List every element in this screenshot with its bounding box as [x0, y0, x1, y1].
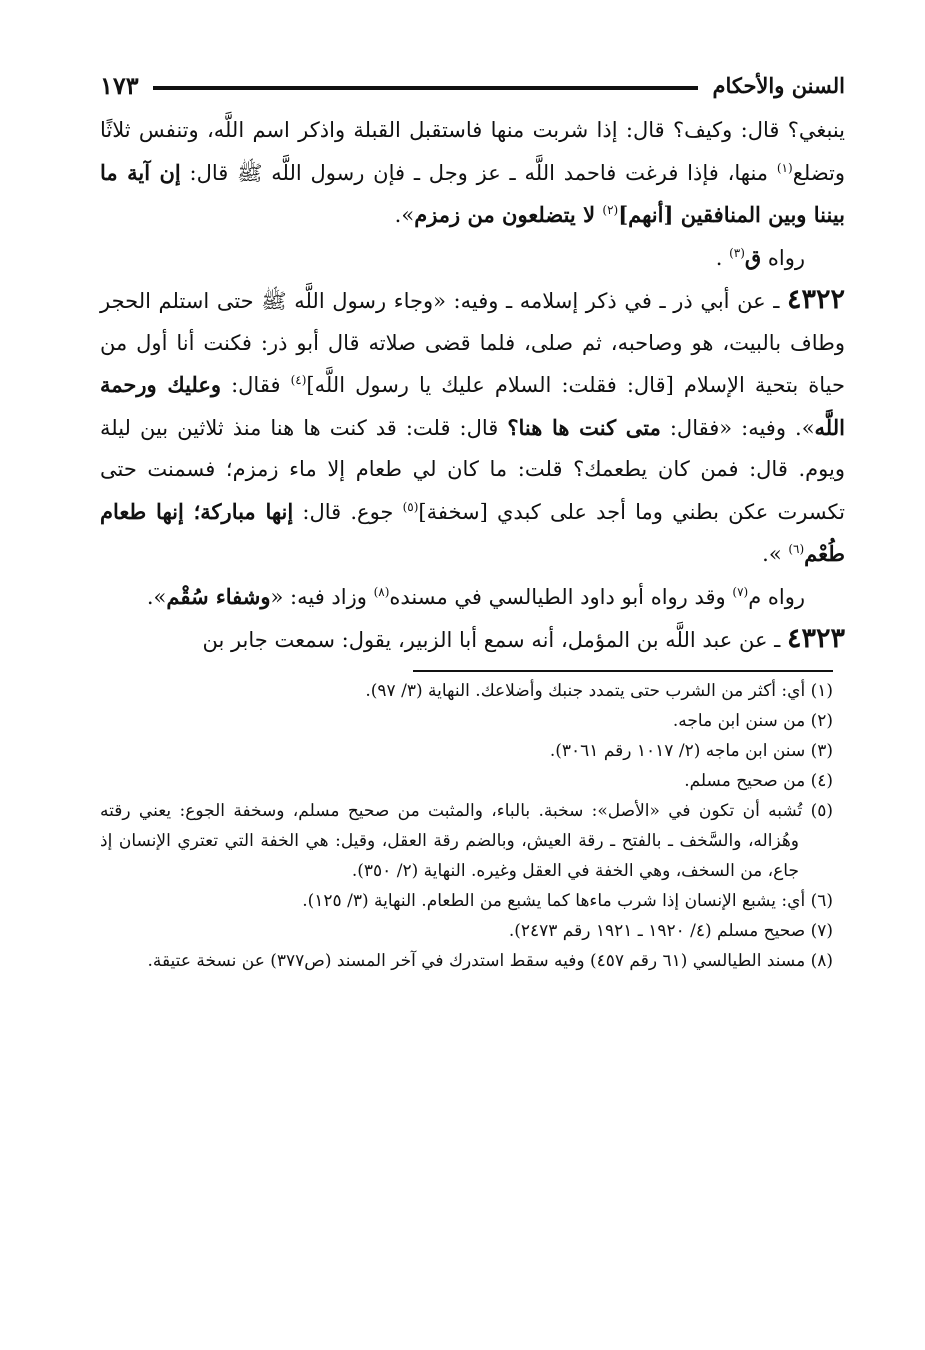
hadith-number: ٤٣٢٢	[786, 284, 845, 315]
footnote-ref: (٦)	[788, 542, 805, 556]
footnote: (٧) صحيح مسلم (٤/ ١٩٢٠ ـ ١٩٢١ رقم ٢٤٧٣).	[508, 920, 833, 941]
footnote: (٦) أي: يشبع الإنسان إذا شرب ماءها كما يشبع من الطعام. النهاية (٣/ ١٢٥).	[302, 890, 833, 911]
hadith-4323: ٤٣٢٣ ـ عن عبد اللَّه بن المؤمل، أنه سمع أبا الزبير، يقول: سمعت جابر بن	[202, 623, 845, 654]
footnote-ref: (٨)	[373, 584, 390, 599]
footnote-ref: (٥)	[402, 499, 419, 514]
footnote: (٨) مسند الطيالسي (٦١ رقم ٤٥٧) وفيه سقط استدرك في آخر المسند (ص٣٧٧) عن نسخة عتيقة.	[147, 950, 833, 971]
footnote: (٥) تُشبه أن تكون في «الأصل»: سخبة. بالباء، والمثبت من صحيح مسلم، وسخفة الجوع: يعني رقته وهُزاله، والسَّخف ـ بالفتح ـ رقة العيش، وبالضم رقة العقل، وقيل: هي الخفة التي تعتري الإنسان إذ جاع، من السخف، وهي الخفة في العقل وغيره. النهاية (٢/ ٣٥٠).	[100, 800, 833, 881]
document-page	[100, 60, 845, 1310]
footnote-ref: (٤)	[290, 373, 307, 387]
footnote-ref: (١)	[776, 160, 793, 175]
paragraph-source: رواه ق$^{(٣)}$ .	[715, 244, 805, 270]
footnote: (٢) من سنن ابن ماجه.	[672, 710, 833, 731]
footnote-separator	[413, 670, 833, 672]
footnote-ref: (٣)	[729, 245, 745, 260]
paragraph-continuation: ينبغي؟ قال: وكيف؟ قال: إذا شربت منها فاستقبل القبلة واذكر اسم اللَّه، وتنفس ثلاثًا وتضلع$^{(١)}$ منها، فإذا فرغت فاحمد اللَّه ـ عز وجل ـ فإن رسول اللَّه ﷺ قال: إن آية ما بيننا وبين المنافقين [أنهم]$^{(٢)}$ لا يتضلعون من زمزم».	[100, 118, 846, 227]
main-text	[100, 110, 845, 662]
page-number: ١٧٣	[100, 70, 139, 100]
footnote: (١) أي: أكثر من الشرب حتى يتمدد جنبك وأضلاعك. النهاية (٣/ ٩٧).	[365, 680, 833, 701]
footnote: (٣) سنن ابن ماجه (٢/ ١٠١٧ رقم ٣٠٦١).	[549, 740, 833, 761]
footnote-ref: (٧)	[732, 584, 749, 599]
running-title: السنن والأحكام	[712, 72, 845, 98]
footnote-ref: (٢)	[602, 203, 619, 217]
hadith-4322: ٤٣٢٢ ـ عن أبي ذر ـ في ذكر إسلامه ـ وفيه: «وجاء رسول اللَّه ﷺ حتى استلم الحجر وطاف بالبيت، هو وصاحبه، ثم صلى، فلما قضى صلاته قال أبو ذر: فكنت أنا أول من حياة بتحية الإسلام [قال: فقلت: السلام عليك يا رسول اللَّه]$^{(٤)}$ فقال: وعليك ورحمة اللَّه». وفيه: «فقال: متى كنت ها هنا؟ قال: قلت: قد كنت ها هنا منذ ثلاثين بين ليلة ويوم. قال: فمن كان يطعمك؟ قلت: ما كان لي طعام إلا ماء زمزم؛ فسمنت حتى تكسرت عكن بطني وما أجد على كبدي [سخفة]$^{(٥)}$ جوع. قال: إنها مباركة؛ إنها طعام طُعْم$^{(٦)}$ ».	[100, 284, 845, 566]
hadith-number: ٤٣٢٣	[786, 623, 845, 654]
footnotes	[100, 676, 845, 976]
paragraph-source: رواه م$^{(٧)}$ وقد رواه أبو داود الطيالسي في مسنده$^{(٨)}$ وزاد فيه: «وشفاء سُقْم».	[146, 583, 805, 609]
page-header	[100, 60, 845, 110]
header-rule	[153, 86, 699, 90]
footnote: (٤) من صحيح مسلم.	[684, 770, 833, 791]
